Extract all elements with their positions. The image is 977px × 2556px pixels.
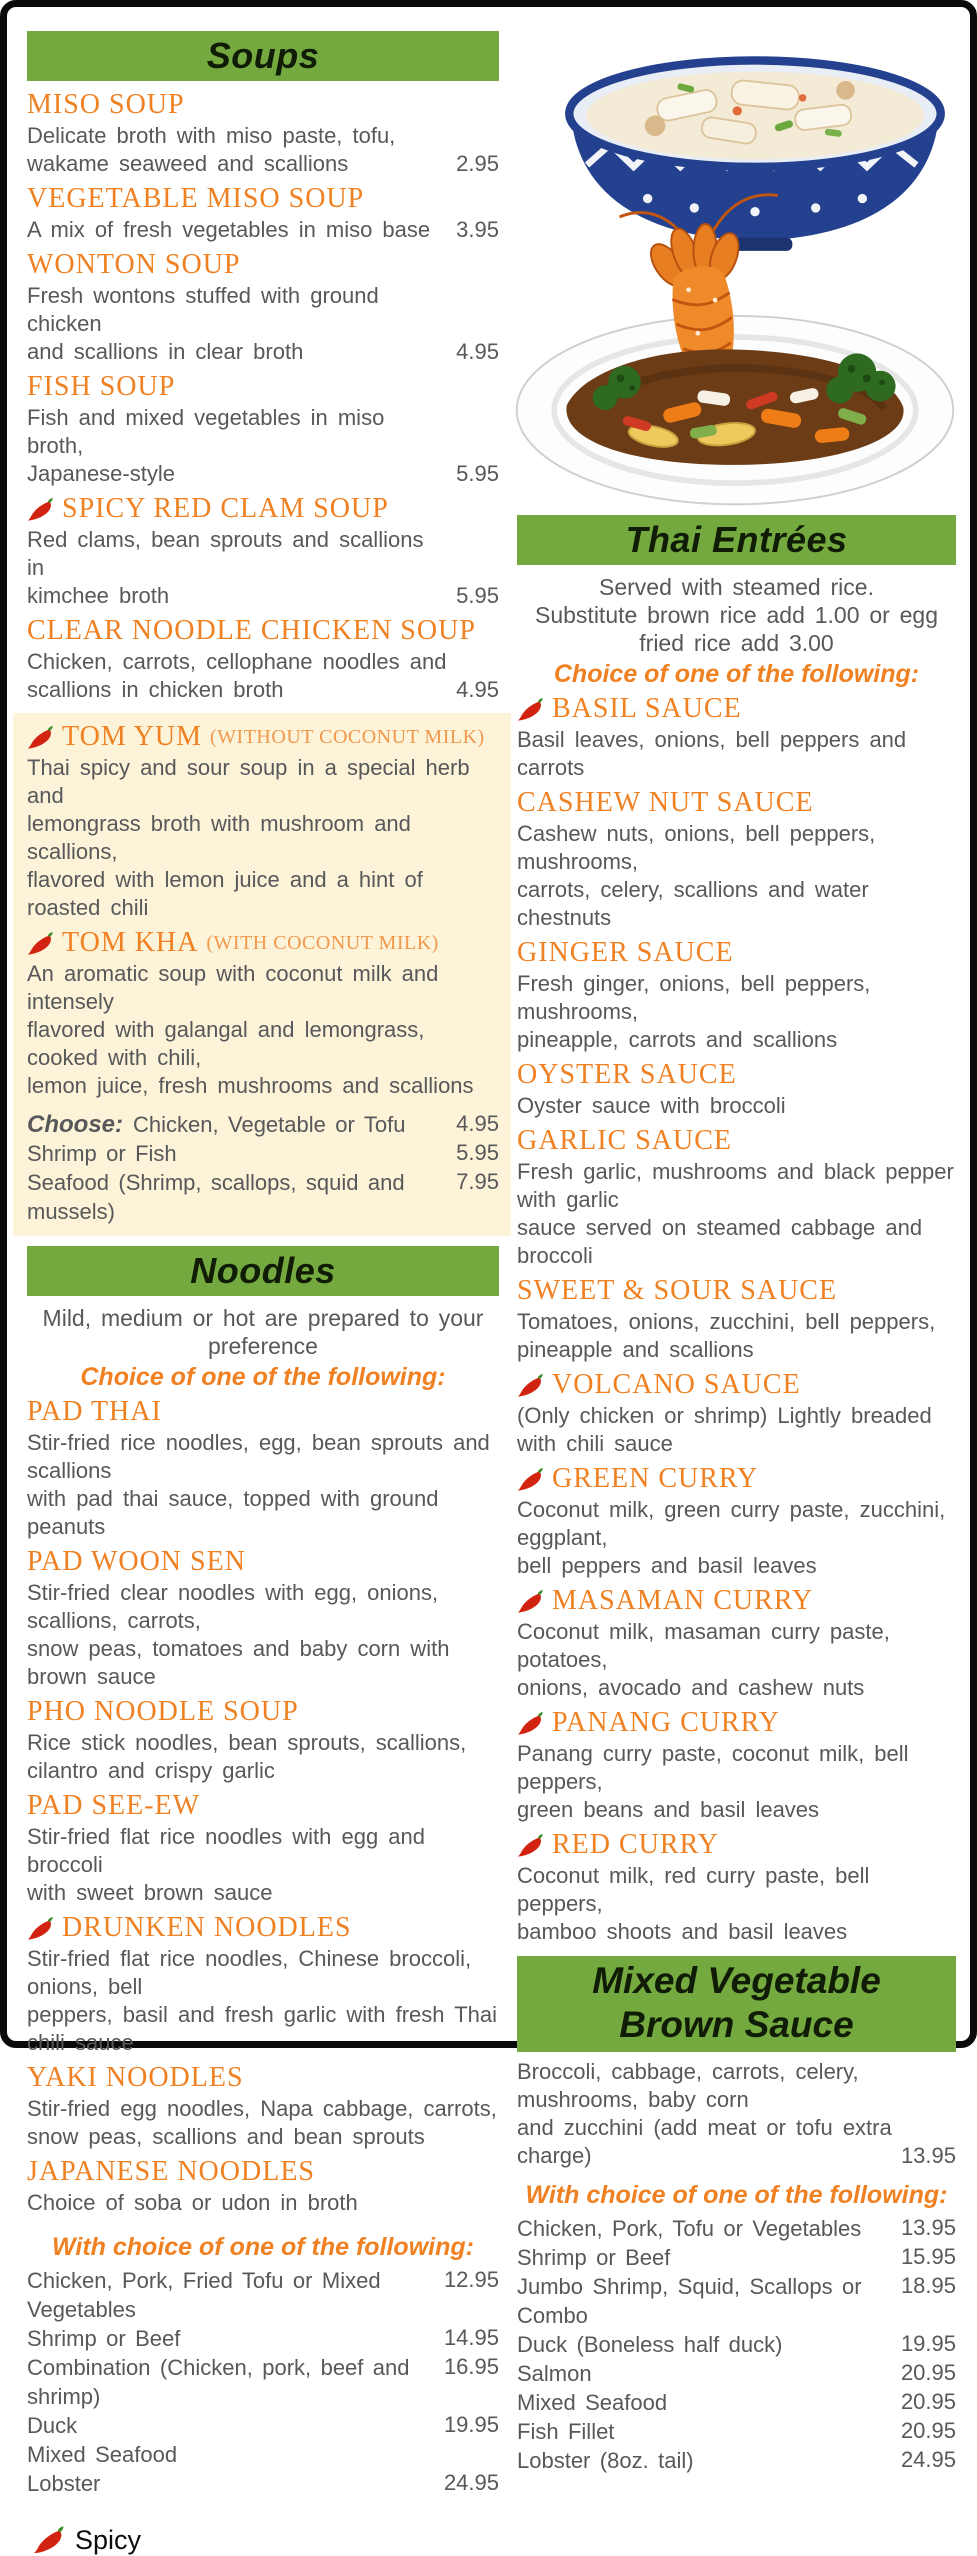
- description-line: Stir-fried flat rice noodles, Chinese broccoli, onions, bell: [27, 1946, 472, 1999]
- description-line: Stir-fried rice noodles, egg, bean sprouts and scallions: [27, 1430, 490, 1483]
- description-line: peppers, basil and fresh garlic with fresh Thai chili sauce: [27, 2002, 497, 2055]
- description-line: carrots, celery, scallions and water chestnuts: [517, 877, 869, 930]
- menu-item-name-row: [27, 183, 499, 215]
- price-list-row: [517, 2272, 956, 2330]
- description-line: Fresh ginger, onions, bell peppers, mushrooms,: [517, 971, 871, 1024]
- menu-item-name-row: [517, 693, 956, 725]
- section-header: Thai Entrées: [517, 515, 956, 565]
- price-row-amount: 7.95: [456, 1169, 499, 1194]
- choice-heading: With choice of one of the following:: [525, 2181, 948, 2209]
- price-list-row: [517, 2330, 956, 2359]
- right-column-sections: [517, 515, 956, 2475]
- menu-item: [27, 493, 499, 610]
- menu-item-name: PAD WOON SEN: [27, 1546, 246, 1577]
- description-line: Coconut milk, masaman curry paste, potatoes,: [517, 1619, 890, 1672]
- price-row-label: Seafood (Shrimp, scallops, squid and mussels): [27, 1170, 405, 1224]
- menu-item-name: YAKI NOODLES: [27, 2062, 244, 2093]
- menu-item: [517, 1463, 956, 1580]
- menu-item: [517, 1585, 956, 1702]
- price-list: [27, 1110, 499, 1226]
- menu-item-name: JAPANESE NOODLES: [27, 2156, 316, 2187]
- menu-item-body: [517, 1092, 956, 1120]
- description-line: with pad thai sauce, topped with ground peanuts: [27, 1486, 439, 1539]
- menu-item-name-row: [517, 1829, 956, 1861]
- menu-item: [517, 1125, 956, 1270]
- description-line: Oyster sauce with broccoli: [517, 1093, 786, 1118]
- description-line: lemongrass broth with mushroom and scallions,: [27, 811, 411, 864]
- menu-item-name: VEGETABLE MISO SOUP: [27, 183, 365, 214]
- price-list-row: [27, 2469, 499, 2498]
- price-row-label: Chicken, Pork, Tofu or Vegetables: [517, 2216, 862, 2241]
- section-note: Served with steamed rice.: [599, 574, 874, 600]
- menu-item-name-row: [517, 1707, 956, 1739]
- description-line: Delicate broth with miso paste, tofu,: [27, 123, 396, 148]
- menu-item: [27, 927, 499, 1100]
- price-row-amount: 18.95: [900, 2273, 956, 2298]
- menu-item: [27, 1790, 499, 1907]
- spicy-legend-label: Spicy: [75, 2524, 142, 2555]
- menu-item-body: [27, 648, 499, 704]
- price-row-amount: 4.95: [456, 1111, 499, 1136]
- menu-item: [517, 937, 956, 1054]
- price-list-row: [517, 2243, 956, 2272]
- menu-item: [27, 183, 499, 244]
- description-line: lemon juice, fresh mushrooms and scallions: [27, 1073, 474, 1098]
- menu-item-body: [27, 404, 499, 488]
- price-list-row: [27, 2353, 499, 2411]
- description-line: pineapple and scallions: [517, 1337, 754, 1362]
- menu-item-name-row: [27, 721, 499, 753]
- menu-item-description: [517, 970, 956, 1054]
- price-list-row: [517, 2446, 956, 2475]
- description-line: Rice stick noodles, bean sprouts, scallions,: [27, 1730, 467, 1755]
- spicy-chili-icon: [33, 2524, 65, 2556]
- price-list-row: [27, 1110, 499, 1139]
- price-list-row: [27, 2266, 499, 2324]
- menu-item-description: [27, 648, 446, 704]
- spicy-chili-icon: [27, 930, 54, 957]
- spicy-chili-icon: [27, 724, 54, 751]
- menu-item-body: [517, 2058, 956, 2170]
- price-row-amount: 12.95: [443, 2267, 499, 2292]
- menu-item-body: [27, 1945, 499, 2057]
- menu-item-name: DRUNKEN NOODLES: [62, 1912, 352, 1943]
- menu-item-name: OYSTER SAUCE: [517, 1059, 737, 1090]
- description-line: Coconut milk, green curry paste, zucchini, eggplant,: [517, 1497, 946, 1550]
- menu-item-name: FISH SOUP: [27, 371, 176, 402]
- price-row-label: Mixed Seafood: [27, 2442, 178, 2467]
- menu-item-name: SPICY RED CLAM SOUP: [62, 493, 389, 524]
- spicy-chili-icon: [517, 1832, 544, 1859]
- price-list: [27, 2266, 499, 2498]
- price-row-amount: 24.95: [443, 2470, 499, 2495]
- description-line: kimchee broth: [27, 583, 170, 608]
- spicy-chili-icon: [27, 1915, 54, 1942]
- menu-item-body: [517, 1402, 956, 1458]
- price-row-amount: 19.95: [443, 2412, 499, 2437]
- price-row-label: Lobster: [27, 2471, 101, 2496]
- menu-item-description: [517, 1308, 935, 1364]
- menu-item-name-row: [27, 493, 499, 525]
- menu-item-body: [517, 970, 956, 1054]
- description-line: Tomatoes, onions, zucchini, bell peppers,: [517, 1309, 936, 1334]
- menu-item-body: [27, 1823, 499, 1907]
- price-list-row: [27, 2324, 499, 2353]
- description-line: Red clams, bean sprouts and scallions in: [27, 527, 424, 580]
- menu-item-description: [517, 1618, 956, 1702]
- description-line: Choice of soba or udon in broth: [27, 2190, 358, 2215]
- menu-item: [27, 1912, 499, 2057]
- menu-item-name-row: [27, 89, 499, 121]
- menu-item-body: [27, 282, 499, 366]
- menu-item-body: [517, 1862, 956, 1946]
- menu-item: [27, 1546, 499, 1691]
- menu-item-body: [27, 1729, 499, 1785]
- menu-item-body: [27, 122, 499, 178]
- menu-item: [517, 1059, 956, 1120]
- price-row-amount: 20.95: [900, 2389, 956, 2414]
- price-row-amount: 20.95: [900, 2418, 956, 2443]
- menu-item-description: [27, 216, 430, 244]
- description-line: Fresh garlic, mushrooms and black pepper with garlic: [517, 1159, 954, 1212]
- menu-item-name-row: [517, 937, 956, 969]
- spicy-chili-icon: [517, 1710, 544, 1737]
- menu-item-description: [27, 1579, 499, 1691]
- price-row-label: Combination (Chicken, pork, beef and shrimp): [27, 2355, 410, 2409]
- price-list-row: [517, 2214, 956, 2243]
- menu-item-body: [517, 1740, 956, 1824]
- description-line: snow peas, scallions and bean sprouts: [27, 2124, 425, 2149]
- price-row-amount: 16.95: [443, 2354, 499, 2379]
- menu-item-description: [27, 122, 395, 178]
- price-row-label: Chicken, Pork, Fried Tofu or Mixed Vegetables: [27, 2268, 381, 2322]
- price-list-row: [517, 2359, 956, 2388]
- menu-item: [27, 1696, 499, 1785]
- menu-item-price: 4.95: [456, 677, 499, 702]
- menu-item: [27, 249, 499, 366]
- price-list-row: [27, 2440, 499, 2469]
- price-row-amount: 20.95: [900, 2360, 956, 2385]
- menu-item-name-row: [27, 1696, 499, 1728]
- menu-item-body: [517, 820, 956, 932]
- description-line: bell peppers and basil leaves: [517, 1553, 817, 1578]
- dish-photos: [517, 31, 956, 513]
- description-line: flavored with galangal and lemongrass, cooked with chili,: [27, 1017, 425, 1070]
- menu-item-description: [517, 1092, 786, 1120]
- price-row-label: Fish Fillet: [517, 2419, 615, 2444]
- description-line: wakame seaweed and scallions: [27, 151, 349, 176]
- price-list: [517, 2214, 956, 2475]
- menu-item-name-row: [27, 2156, 499, 2188]
- choice-heading: Choice of one of the following:: [553, 660, 920, 688]
- menu-item-body: [27, 1429, 499, 1541]
- menu-item-name: TOM YUM: [62, 721, 203, 752]
- spicy-chili-icon: [517, 1466, 544, 1493]
- menu-item-name: CASHEW NUT SAUCE: [517, 787, 814, 818]
- menu-item-body: [517, 1496, 956, 1580]
- price-row-label: Duck (Boneless half duck): [517, 2332, 783, 2357]
- menu-item-body: [27, 960, 499, 1100]
- menu-item: [517, 1275, 956, 1364]
- description-line: scallions in chicken broth: [27, 677, 284, 702]
- menu-item-name-row: [27, 927, 499, 959]
- menu-item: [517, 2058, 956, 2170]
- menu-item-description: [517, 1496, 956, 1580]
- menu-item-description: [517, 1862, 956, 1946]
- description-line: An aromatic soup with coconut milk and intensely: [27, 961, 439, 1014]
- menu-item-name-row: [27, 1912, 499, 1944]
- menu-item-body: [27, 526, 499, 610]
- menu-item-description: [27, 526, 448, 610]
- description-line: Fresh wontons stuffed with ground chicken: [27, 283, 379, 336]
- choice-heading: With choice of one of the following:: [52, 2233, 474, 2261]
- description-line: pineapple, carrots and scallions: [517, 1027, 838, 1052]
- description-line: Japanese-style: [27, 461, 175, 486]
- description-line: sauce served on steamed cabbage and broccoli: [517, 1215, 923, 1268]
- menu-item: [27, 721, 499, 922]
- price-row-amount: [491, 2440, 499, 2469]
- description-line: Basil leaves, onions, bell peppers and carrots: [517, 727, 907, 780]
- price-row-label: Shrimp or Beef: [27, 2326, 181, 2351]
- description-line: Fish and mixed vegetables in miso broth,: [27, 405, 385, 458]
- description-line: Thai spicy and sour soup in a special herb and: [27, 755, 470, 808]
- description-line: onions, avocado and cashew nuts: [517, 1675, 865, 1700]
- section-header: [517, 1956, 956, 2052]
- menu-item-name: GREEN CURRY: [552, 1463, 759, 1494]
- menu-item-body: [27, 216, 499, 244]
- menu-item-price: 2.95: [456, 151, 499, 176]
- description-line: with sweet brown sauce: [27, 1880, 273, 1905]
- menu-item-name-row: [27, 1790, 499, 1822]
- menu-item-description: [517, 726, 956, 782]
- menu-item: [27, 89, 499, 178]
- spicy-chili-icon: [27, 496, 54, 523]
- menu-item-name: TOM KHA: [62, 927, 199, 958]
- description-line: Stir-fried clear noodles with egg, onions, scallions, carrots,: [27, 1580, 439, 1633]
- menu-item-description: [27, 960, 499, 1100]
- menu-item-description: [27, 2095, 497, 2151]
- price-row-label: Mixed Seafood: [517, 2390, 668, 2415]
- description-line: green beans and basil leaves: [517, 1797, 820, 1822]
- section-note: Mild, medium or hot are prepared to your preference: [42, 1305, 484, 1359]
- menu-item-name: GINGER SAUCE: [517, 937, 734, 968]
- menu-item: [517, 693, 956, 782]
- description-line: A mix of fresh vegetables in miso base: [27, 217, 431, 242]
- menu-item-name: SWEET & SOUR SAUCE: [517, 1275, 838, 1306]
- description-line: flavored with lemon juice and a hint of roasted chili: [27, 867, 423, 920]
- menu-item-description: [27, 754, 499, 922]
- price-row-label: Shrimp or Fish: [27, 1141, 177, 1166]
- section-header-line: Brown Sauce: [619, 2004, 854, 2045]
- menu-item-description: [27, 2189, 358, 2217]
- menu-item-body: [27, 1579, 499, 1691]
- menu-item-description: [27, 1429, 499, 1541]
- menu-item-name-row: [27, 615, 499, 647]
- menu-item-price: 5.95: [456, 583, 499, 608]
- menu-item: [27, 371, 499, 488]
- menu-item-name: MISO SOUP: [27, 89, 185, 120]
- menu-item-description: [27, 1729, 466, 1785]
- menu-item-description: [27, 1823, 499, 1907]
- price-row-amount: 15.95: [900, 2244, 956, 2269]
- menu-right-column: [517, 31, 956, 2556]
- menu-item-description: [517, 1158, 956, 1270]
- description-line: Stir-fried egg noodles, Napa cabbage, carrots,: [27, 2096, 497, 2121]
- menu-item-price: 13.95: [900, 2143, 956, 2168]
- menu-item-body: [27, 754, 499, 922]
- description-line: bamboo shoots and basil leaves: [517, 1919, 848, 1944]
- description-line: Chicken, carrots, cellophane noodles and: [27, 649, 447, 674]
- menu-item-name-row: [517, 1125, 956, 1157]
- description-line: Cashew nuts, onions, bell peppers, mushrooms,: [517, 821, 876, 874]
- menu-item-description: [517, 2058, 893, 2170]
- menu-item-name-row: [27, 371, 499, 403]
- menu-layout: [7, 7, 970, 2556]
- description-line: Panang curry paste, coconut milk, bell peppers,: [517, 1741, 909, 1794]
- menu-item-description: [27, 1945, 499, 2057]
- menu-item-description: [517, 1740, 956, 1824]
- description-line: and zucchini (add meat or tofu extra charge): [517, 2115, 892, 2168]
- description-line: and scallions in clear broth: [27, 339, 304, 364]
- menu-item-name-row: [517, 1369, 956, 1401]
- menu-item-name: RED CURRY: [552, 1829, 719, 1860]
- menu-item: [27, 2062, 499, 2151]
- lobster-plate-photo: [509, 213, 961, 513]
- menu-left-column: [27, 31, 499, 2556]
- menu-item-price: 5.95: [456, 461, 499, 486]
- spicy-chili-icon: [517, 696, 544, 723]
- price-row-label: Shrimp or Beef: [517, 2245, 671, 2270]
- description-line: snow peas, tomatoes and baby corn with brown sauce: [27, 1636, 450, 1689]
- choose-label: Choose:: [27, 1111, 123, 1138]
- menu-item-name-row: [517, 1059, 956, 1091]
- section-header: Noodles: [27, 1246, 499, 1296]
- menu-item-note: (WITHOUT COCONUT MILK): [210, 726, 485, 748]
- price-list-row: [27, 2411, 499, 2440]
- price-list-row: [27, 1168, 499, 1226]
- description-line: Broccoli, cabbage, carrots, celery, mushrooms, baby corn: [517, 2059, 859, 2112]
- price-row-amount: 5.95: [456, 1140, 499, 1165]
- menu-item: [27, 1396, 499, 1541]
- menu-item: [517, 1369, 956, 1458]
- price-row-amount: 14.95: [443, 2325, 499, 2350]
- menu-item-name: VOLCANO SAUCE: [552, 1369, 801, 1400]
- spicy-chili-icon: [517, 1588, 544, 1615]
- menu-item-name-row: [517, 1275, 956, 1307]
- menu-item-body: [517, 1618, 956, 1702]
- menu-item-price: 4.95: [456, 339, 499, 364]
- price-row-amount: 24.95: [900, 2447, 956, 2472]
- section-header: Soups: [27, 31, 499, 81]
- menu-item-name: GARLIC SAUCE: [517, 1125, 733, 1156]
- menu-item-name: CLEAR NOODLE CHICKEN SOUP: [27, 615, 476, 646]
- menu-item: [517, 1707, 956, 1824]
- description-line: Stir-fried flat rice noodles with egg and broccoli: [27, 1824, 425, 1877]
- menu-item-description: [27, 282, 448, 366]
- menu-item-name-row: [27, 1396, 499, 1428]
- price-row-amount: 19.95: [900, 2331, 956, 2356]
- menu-item: [517, 787, 956, 932]
- menu-item-name-row: [517, 787, 956, 819]
- menu-item-body: [517, 726, 956, 782]
- choice-heading: Choice of one of the following:: [80, 1363, 446, 1391]
- menu-item: [27, 2156, 499, 2217]
- price-row-label: Jumbo Shrimp, Squid, Scallops or Combo: [517, 2274, 862, 2328]
- price-row-label: Salmon: [517, 2361, 592, 2386]
- menu-item-name: PAD SEE-EW: [27, 1790, 201, 1821]
- price-row-label: Choose: Chicken, Vegetable or Tofu: [27, 1111, 406, 1138]
- menu-item-name-row: [27, 2062, 499, 2094]
- menu-item-body: [27, 2189, 499, 2217]
- description-line: (Only chicken or shrimp) Lightly breaded with chili sauce: [517, 1403, 932, 1456]
- description-line: Coconut milk, red curry paste, bell peppers,: [517, 1863, 870, 1916]
- spicy-legend: [33, 2524, 499, 2556]
- spicy-chili-icon: [517, 1372, 544, 1399]
- highlight-panel: [13, 713, 511, 1236]
- menu-item-name: BASIL SAUCE: [552, 693, 742, 724]
- menu-item-body: [27, 2095, 499, 2151]
- menu-item-name: MASAMAN CURRY: [552, 1585, 814, 1616]
- menu-item-description: [517, 1402, 956, 1458]
- description-line: cilantro and crispy garlic: [27, 1758, 275, 1783]
- menu-item: [27, 615, 499, 704]
- menu-item-name: WONTON SOUP: [27, 249, 241, 280]
- menu-item-body: [517, 1158, 956, 1270]
- menu-item-name-row: [517, 1585, 956, 1617]
- menu-item-price: 3.95: [456, 217, 499, 242]
- menu-item-description: [517, 820, 956, 932]
- section-header-line: Mixed Vegetable: [592, 1960, 881, 2001]
- price-list-row: [27, 1139, 499, 1168]
- menu-item-name: PANANG CURRY: [552, 1707, 781, 1738]
- menu-item-name-row: [27, 1546, 499, 1578]
- price-row-amount: 13.95: [900, 2215, 956, 2240]
- menu-item-name-row: [517, 1463, 956, 1495]
- price-row-label: Duck: [27, 2413, 78, 2438]
- menu-item-description: [27, 404, 448, 488]
- price-list-row: [517, 2417, 956, 2446]
- price-list-row: [517, 2388, 956, 2417]
- menu-item-name: PHO NOODLE SOUP: [27, 1696, 299, 1727]
- menu-item-body: [517, 1308, 956, 1364]
- menu-item-name-row: [27, 249, 499, 281]
- section-note: Substitute brown rice add 1.00 or egg fried rice add 3.00: [535, 602, 938, 656]
- menu-item-note: (WITH COCONUT MILK): [206, 932, 439, 954]
- price-row-label: Lobster (8oz. tail): [517, 2448, 694, 2473]
- menu-item-name: PAD THAI: [27, 1396, 162, 1427]
- menu-item: [517, 1829, 956, 1946]
